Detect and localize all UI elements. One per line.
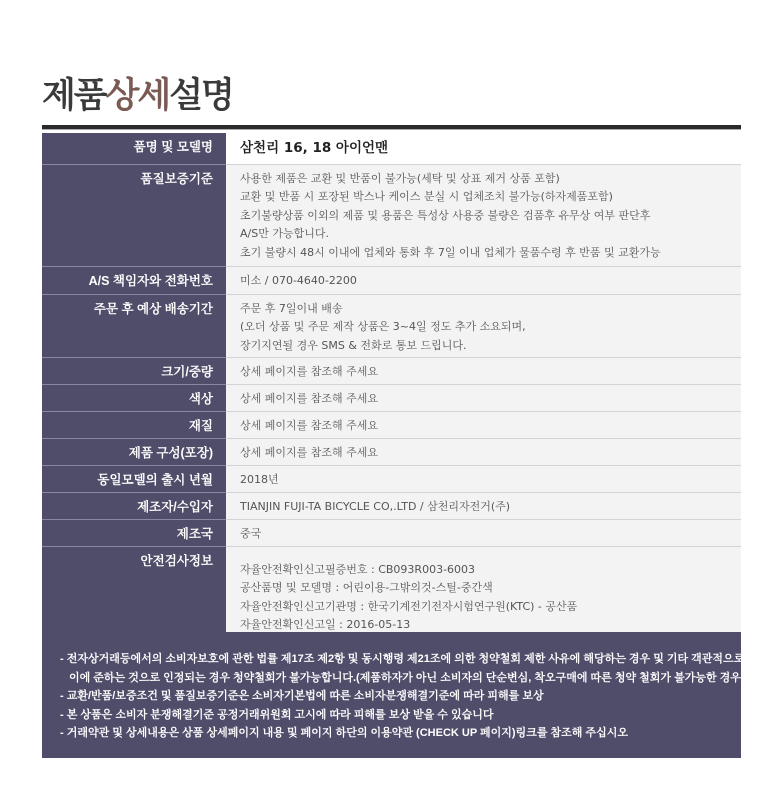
spec-value-line: 교환 및 반품 시 포장된 박스나 케이스 분실 시 업체조치 불가능(하자제품포함) <box>240 190 613 203</box>
spec-value <box>226 357 741 384</box>
spec-label: 동일모델의 출시 년월 <box>42 465 226 492</box>
spec-value-line: 중국 <box>240 526 262 540</box>
notice-line: - 본 상품은 소비자 분쟁해결기준 공정거래위원회 고시에 따라 피해를 보상 받을 수 있습니다 <box>60 708 494 721</box>
spec-value-line: 초기 불량시 48시 이내에 업체와 통화 후 7일 이내 업체가 물품수령 후 반품 및 교환가능 <box>240 245 661 259</box>
spec-table <box>42 133 741 638</box>
spec-value-line: 공산품명 및 모델명 : 어린이용-그밖의것-스틸-중간색 <box>240 581 493 594</box>
spec-value <box>226 266 741 294</box>
spec-label: 품명 및 모델명 <box>42 133 226 164</box>
spec-value <box>226 411 741 438</box>
spec-row-size-weight <box>42 357 741 384</box>
spec-value-line: 주문 후 7일이내 배송 <box>240 301 343 315</box>
spec-value-line: 초기불량상품 이외의 제품 및 용품은 특성상 사용중 불량은 검품후 유무상 여부 판단후 <box>240 208 651 222</box>
spec-label: 제조국 <box>42 519 226 546</box>
title-part-3: 설명 <box>169 76 233 116</box>
notice-line: - 거래약관 및 상세내용은 상품 상세페이지 내용 및 페이지 하단의 이용약관 (CHECK UP 페이지)링크를 참조해 주십시오 <box>60 727 628 739</box>
spec-label: 제품 구성(포장) <box>42 438 226 465</box>
spec-label: 재질 <box>42 411 226 438</box>
spec-value-line: 자율안전확인신고필증번호 : CB093R003-6003 <box>240 562 476 576</box>
notice-line: 이에 준하는 것으로 인정되는 경우 청약철회가 불가능합니다.(제품하자가 아닌 소비자의 단순변심, 착오구매에 따른 청약 철회가 불가능한 경우) <box>69 671 745 684</box>
spec-label: 크기/중량 <box>42 357 226 384</box>
spec-label: 제조자/수입자 <box>42 492 226 519</box>
spec-value <box>226 465 741 492</box>
notice-line: - 전자상거래등에서의 소비자보호에 관한 법률 제17조 제2항 및 동시행령 제21조에 의한 청약철회 제한 사유에 해당하는 경우 및 기타 객관적으로 <box>60 653 745 665</box>
notice-line: - 교환/반품/보증조건 및 품질보증기준은 소비자기본법에 따른 소비자분쟁해결기준에 따라 피해를 보상 <box>60 690 544 702</box>
spec-row-manufacturer <box>42 492 741 519</box>
spec-value <box>226 519 741 546</box>
spec-value-line: (오더 상품 및 주문 제작 상품은 3~4일 정도 추가 소요되며, <box>240 320 526 333</box>
spec-value <box>226 133 741 164</box>
spec-value-line <box>240 549 741 561</box>
title-part-1: 제품 <box>42 76 106 116</box>
spec-value-line: 장기지연될 경우 SMS & 전화로 통보 드립니다. <box>240 338 467 352</box>
spec-row-release-date <box>42 465 741 492</box>
spec-value-line: 상세 페이지를 참조해 주세요 <box>240 418 379 432</box>
spec-value-line: 자율안전확인신고기관명 : 한국기계전기전자시험연구원(KTC) - 공산품 <box>240 599 578 613</box>
spec-value <box>226 546 741 637</box>
spec-value-line: A/S만 가능합니다. <box>240 227 329 240</box>
title-part-2: 상세 <box>105 76 170 116</box>
spec-value <box>226 492 741 519</box>
spec-value-line: 삼천리 16, 18 아이언맨 <box>240 140 389 156</box>
spec-value-line: 사용한 제품은 교환 및 반품이 불가능(세탁 및 상표 제거 상품 포함) <box>240 171 560 185</box>
spec-label: 주문 후 예상 배송기간 <box>42 294 226 357</box>
spec-value <box>226 164 741 266</box>
spec-value-line: 상세 페이지를 참조해 주세요 <box>240 445 379 459</box>
spec-value-line: 상세 페이지를 참조해 주세요 <box>240 391 379 405</box>
page-title <box>42 74 233 118</box>
spec-value <box>226 294 741 357</box>
spec-label: 안전검사정보 <box>42 546 226 637</box>
spec-row-country <box>42 519 741 546</box>
spec-row-package-contents <box>42 438 741 465</box>
spec-value-line: 미소 / 070-4640-2200 <box>240 273 357 287</box>
spec-value-line: TIANJIN FUJI-TA BICYCLE CO,.LTD / 삼천리자전거(주) <box>240 499 511 513</box>
spec-value <box>226 384 741 411</box>
notice-box <box>42 632 745 758</box>
spec-value <box>226 438 741 465</box>
spec-row-delivery-period <box>42 294 741 357</box>
spec-row-material <box>42 411 741 438</box>
spec-row-product-name <box>42 133 741 164</box>
title-divider-thin <box>42 129 741 130</box>
spec-label: 품질보증기준 <box>42 164 226 266</box>
spec-label: 색상 <box>42 384 226 411</box>
spec-value-line: 상세 페이지를 참조해 주세요 <box>240 364 379 378</box>
spec-value-line: 자율안전확인신고일 : 2016-05-13 <box>240 618 411 631</box>
spec-value-line: 2018년 <box>240 472 279 486</box>
spec-label: A/S 책임자와 전화번호 <box>42 266 226 294</box>
spec-row-as-contact <box>42 266 741 294</box>
spec-row-quality-standard <box>42 164 741 266</box>
spec-row-safety-info <box>42 546 741 637</box>
spec-row-color <box>42 384 741 411</box>
